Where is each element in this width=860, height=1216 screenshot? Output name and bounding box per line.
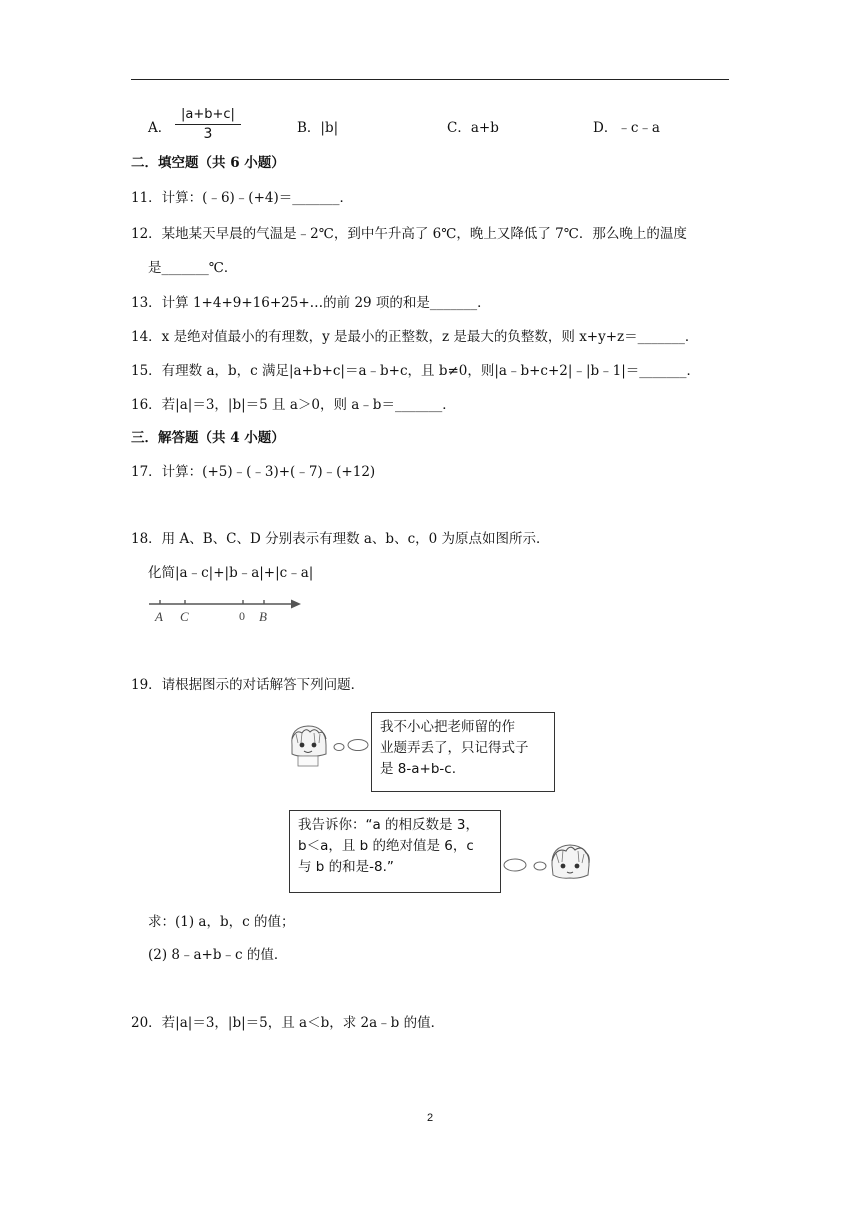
- question-20: 20．若|a|＝3，|b|＝5，且 a＜b，求 2a﹣b 的值．: [131, 1015, 445, 1031]
- question-16: 16．若|a|＝3，|b|＝5 且 a＞0，则 a﹣b＝_______．: [131, 397, 456, 413]
- option-a-denominator: 3: [203, 126, 213, 142]
- bubble-1-line2: 业题弄丢了，只记得式子: [380, 740, 529, 756]
- question-18-sub: 化简|a﹣c|+|b﹣a|+|c﹣a|: [148, 565, 314, 581]
- child-face-left: [284, 721, 334, 769]
- number-line-figure: [145, 594, 310, 628]
- label-a: A: [155, 609, 163, 624]
- question-19-sub1: 求：(1) a，b，c 的值；: [148, 914, 295, 930]
- label-b: B: [259, 609, 267, 624]
- question-14: 14．x 是绝对值最小的有理数，y 是最小的正整数，z 是最大的负整数，则 x+y+z＝_______．: [131, 329, 699, 345]
- section-solve-heading: 三．解答题（共 4 小题）: [131, 430, 285, 446]
- bubble-2-line3: 与 b 的和是-8.”: [298, 859, 394, 875]
- option-c: C．a+b: [447, 120, 499, 136]
- option-a-fraction: [175, 106, 241, 143]
- question-12-line1: 12．某地某天早晨的气温是﹣2℃，到中午升高了 6℃，晚上又降低了 7℃．那么晚上的温度: [131, 226, 687, 242]
- section-fill-heading: 二．填空题（共 6 小题）: [131, 155, 285, 171]
- question-17: 17．计算：(+5)﹣(﹣3)+(﹣7)﹣(+12): [131, 464, 376, 480]
- question-15: 15．有理数 a，b，c 满足|a+b+c|＝a﹣b+c，且 b≠0，则|a﹣b+c+2|﹣|b﹣1|＝_______．: [131, 363, 701, 379]
- label-c: C: [180, 609, 189, 624]
- bubble-2-line2: b＜a，且 b 的绝对值是 6，c: [298, 838, 474, 854]
- question-18: 18．用 A、B、C、D 分别表示有理数 a、b、c，0 为原点如图所示．: [131, 531, 550, 547]
- thought-dots-left: [333, 738, 371, 754]
- option-d: D．﹣c﹣a: [593, 120, 660, 136]
- thought-dots-right: [502, 856, 548, 874]
- question-12-line2: 是_______℃．: [148, 260, 238, 276]
- speech-bubble-1: [371, 712, 555, 792]
- label-zero: 0: [239, 609, 245, 623]
- header-rule: [131, 79, 729, 80]
- bubble-2-line1: 我告诉你：“a 的相反数是 3，: [298, 817, 479, 833]
- speech-bubble-2: [289, 810, 501, 893]
- question-19: 19．请根据图示的对话解答下列问题．: [131, 677, 365, 693]
- bubble-1-line3: 是 8-a+b-c.: [380, 761, 456, 777]
- bubble-1-line1: 我不小心把老师留的作: [380, 719, 515, 735]
- question-11: 11．计算：(﹣6)﹣(+4)＝_______．: [131, 190, 353, 206]
- question-19-sub2: (2) 8﹣a+b﹣c 的值．: [148, 947, 288, 963]
- child-face-right: [546, 841, 596, 887]
- page-number: 2: [426, 1112, 434, 1124]
- option-b: B．|b|: [297, 120, 339, 136]
- option-a-numerator: |a+b+c|: [175, 106, 241, 125]
- option-a-label: A．: [148, 120, 172, 136]
- number-line-arrow: [291, 600, 301, 609]
- question-13: 13．计算 1+4+9+16+25+…的前 29 项的和是_______．: [131, 295, 491, 311]
